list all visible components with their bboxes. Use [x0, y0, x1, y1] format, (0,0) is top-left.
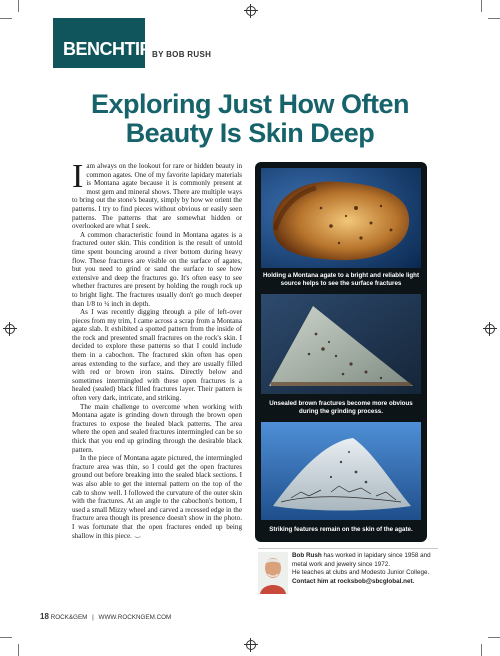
magazine-name: ROCK&GEM — [50, 614, 88, 621]
article-paragraph: As I was recently digging through a pile of left-over pieces from my trim, I came across a scrap from a Montana agate slab. It exhibited a spotted pattern from the inside of the rock and presented small fractures on the rock's skin. I decided to explore these patterns so that I could include them in a cabochon. The fractured skin often has open areas extending to the surface, and they are usually filled with red or brown iron stains. Directly below and sometimes intermingled with these open fractures is a healed (sealed) black filled fractures layer. Their pattern is often very dark, intricate, and striking. — [72, 308, 242, 403]
crop-mark — [18, 644, 19, 656]
crop-mark — [0, 18, 12, 19]
bio-divider — [258, 548, 438, 549]
article-title — [40, 90, 460, 148]
crop-mark — [481, 0, 482, 12]
author-name: Bob Rush — [292, 552, 322, 559]
article-title-line: Exploring Just How Often — [90, 89, 409, 119]
drop-cap: I — [72, 158, 84, 195]
registration-mark — [246, 640, 256, 650]
agate-photo-light — [261, 168, 421, 268]
article-title-line: Beauty Is Skin Deep — [125, 118, 375, 148]
crop-mark — [488, 637, 500, 638]
author-avatar — [258, 552, 288, 594]
photo-caption: Striking features remain on the skin of the agate. — [269, 526, 413, 533]
crop-mark — [481, 644, 482, 656]
end-mark-icon — [134, 533, 141, 538]
author-contact: Contact him at rocksbob@sbcglobal.net. — [292, 577, 415, 585]
footer-separator: | — [92, 614, 94, 621]
agate-photo-skin — [261, 422, 421, 520]
article-body — [72, 158, 242, 540]
crop-mark — [488, 18, 500, 19]
bio-text: Bob Rush has worked in lapidary since 1958 and metal work and jewelry since 1972. He teaches at clubs and Modesto Junior College. Contact him at rocksbob@sbcglobal.net. — [292, 552, 431, 585]
author-bio — [258, 552, 438, 596]
byline: BY BOB RUSH — [152, 50, 212, 59]
crop-mark — [18, 0, 19, 12]
registration-mark — [246, 6, 256, 16]
page-number: 18 — [40, 612, 49, 621]
section-label: BENCHTIPS — [53, 18, 145, 68]
article-paragraph: The main challenge to overcome when working with Montana agate is grinding down through the brown open fractures to expose the healed black patterns. The area where the open and sealed fractures intermingled can be so thick that you end up grinding through the desirable black pattern. — [72, 402, 242, 454]
registration-mark — [485, 324, 495, 334]
photo-caption: Unsealed brown fractures become more obvious during the grinding process. — [269, 400, 413, 415]
photo-caption: Holding a Montana agate to a bright and reliable light source helps to see the surface fractures — [262, 272, 420, 287]
registration-mark — [5, 324, 15, 334]
website-link: WWW.ROCKNGEM.COM — [98, 614, 172, 621]
crop-mark — [0, 637, 12, 638]
page-footer — [40, 612, 171, 621]
photo-panel — [255, 162, 427, 542]
article-paragraph: A common characteristic found in Montana agates is a fractured outer skin. This condition is the result of untold time spent bouncing around a river bottom during heavy flow. These fractures are visible on the surface of agates, but you need to grind or sand the surface to see how extensive and deep the fractures go. It's often easy to see whether fractures are present by holding the rough rock up to bright light. The fractures usually don't go much deeper than 1/8 to ¼ inch in depth. — [72, 230, 242, 308]
article-paragraph: In the piece of Montana agate pictured, the intermingled fracture area was thin, so I could get the open fractures ground out before breaking into the sealed black sections. I was also able to get the internal pattern on the top of the cab to show well. I followed the curvature of the outer skin with the fractures. At an angle to the cabochon's bottom, I used a small Mizzy wheel and carved a recessed edge in the fracture area though its presence doesn't show in the photo. I was fortunate that the open fractures ended up being shallow in this piece. — [72, 454, 242, 540]
agate-photo-grinding — [261, 294, 421, 394]
article-paragraph: Iam always on the lookout for rare or hidden beauty in common agates. One of my favorite lapidary materials is Montana agate because it is commonly present at most gem and mineral shows. There are multiple ways to bring out the stone's beauty, simply by how we orient the patterns. I try to find pieces without obvious or easily seen patterns. The patterns that are somewhat hidden or overlooked are what I seek. — [72, 158, 242, 231]
